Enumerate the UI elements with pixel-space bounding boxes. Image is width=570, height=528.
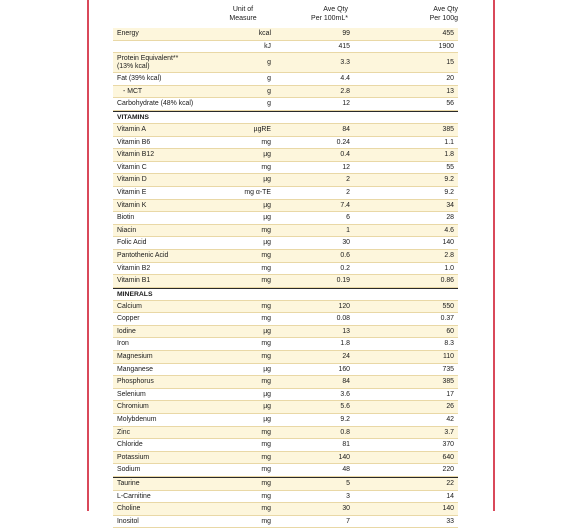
table-row bbox=[113, 53, 458, 73]
vitamins-section bbox=[113, 124, 458, 288]
per-100g-cell: 42 bbox=[446, 416, 454, 424]
table-row bbox=[113, 364, 458, 377]
unit-cell: mg α-TE bbox=[244, 188, 271, 196]
nutrient-name: Potassium bbox=[117, 453, 150, 461]
table-row bbox=[113, 516, 458, 528]
unit-cell: mg bbox=[261, 492, 271, 500]
unit-cell: mg bbox=[261, 163, 271, 171]
table-row bbox=[113, 263, 458, 276]
per-100g-cell: 15 bbox=[446, 59, 454, 67]
nutrient-name: Calcium bbox=[117, 302, 142, 310]
per-100ml-cell: 81 bbox=[342, 441, 350, 449]
nutrient-name: Vitamin C bbox=[117, 163, 147, 171]
unit-cell: mg bbox=[261, 453, 271, 461]
unit-cell: kJ bbox=[264, 42, 271, 50]
nutrient-name: Chromium bbox=[117, 403, 149, 411]
nutrient-name-line2: (13% kcal) bbox=[117, 62, 150, 70]
table-row bbox=[113, 149, 458, 162]
header-a-line2: Per 100mL* bbox=[311, 14, 348, 22]
per-100g-cell: 22 bbox=[446, 480, 454, 487]
nutrient-name: Inositol bbox=[117, 517, 139, 525]
unit-cell: µg bbox=[263, 365, 271, 373]
unit-cell: mg bbox=[261, 441, 271, 449]
others-section bbox=[113, 477, 458, 528]
per-100ml-cell: 12 bbox=[342, 100, 350, 108]
per-100g-cell: 34 bbox=[446, 201, 454, 209]
table-row bbox=[113, 162, 458, 175]
vitamins-heading: VITAMINS bbox=[113, 111, 458, 124]
table-row bbox=[113, 73, 458, 86]
unit-cell: µgRE bbox=[253, 125, 271, 133]
nutrient-name: Vitamin B12 bbox=[117, 151, 155, 159]
nutrient-name: Energy bbox=[117, 30, 139, 37]
header-unit-line1: Unit of bbox=[232, 6, 254, 13]
per-100ml-cell: 84 bbox=[342, 125, 350, 133]
nutrient-name: Vitamin K bbox=[117, 201, 147, 209]
per-100g-cell: 385 bbox=[442, 378, 454, 386]
nutrient-name: Vitamin A bbox=[117, 125, 146, 133]
table-row bbox=[113, 225, 458, 238]
per-100g-cell: 4.6 bbox=[444, 226, 454, 234]
per-100g-cell: 1.8 bbox=[444, 151, 454, 159]
header-per-100ml bbox=[278, 6, 348, 23]
header-b-line1: Ave Qty bbox=[433, 6, 458, 13]
per-100ml-cell: 5.6 bbox=[340, 403, 350, 411]
nutrient-name: Copper bbox=[117, 315, 140, 323]
unit-cell: mg bbox=[261, 466, 271, 474]
nutrient-name: L-Carnitine bbox=[117, 492, 151, 500]
table-row bbox=[113, 478, 458, 491]
table-row bbox=[113, 275, 458, 288]
unit-cell: µg bbox=[263, 416, 271, 424]
nutrient-name: Sodium bbox=[117, 466, 141, 474]
per-100g-cell: 735 bbox=[442, 365, 454, 373]
per-100g-cell: 28 bbox=[446, 214, 454, 222]
table-row bbox=[113, 124, 458, 137]
unit-cell: µg bbox=[263, 239, 271, 247]
per-100g-cell: 8.3 bbox=[444, 340, 454, 348]
table-row bbox=[113, 503, 458, 516]
per-100ml-cell: 3.6 bbox=[340, 390, 350, 398]
table-row bbox=[113, 313, 458, 326]
per-100g-cell: 0.86 bbox=[440, 277, 454, 285]
unit-cell: g bbox=[267, 75, 271, 83]
table-row bbox=[113, 98, 458, 111]
nutrient-name-line1: Protein Equivalent** bbox=[117, 55, 179, 63]
per-100g-cell: 55 bbox=[446, 163, 454, 171]
table-row bbox=[113, 338, 458, 351]
unit-cell: mg bbox=[261, 226, 271, 234]
per-100ml-cell: 0.19 bbox=[336, 277, 350, 285]
per-100ml-cell: 99 bbox=[342, 30, 350, 37]
nutrient-name: Selenium bbox=[117, 390, 146, 398]
table-row bbox=[113, 301, 458, 314]
nutrient-name bbox=[117, 53, 178, 70]
per-100ml-cell: 7 bbox=[346, 517, 350, 525]
per-100ml-cell: 7.4 bbox=[340, 201, 350, 209]
nutrient-name: Choline bbox=[117, 505, 141, 513]
table-header bbox=[113, 6, 458, 28]
unit-cell: mg bbox=[261, 505, 271, 513]
per-100ml-cell: 0.6 bbox=[340, 251, 350, 259]
table-row bbox=[113, 187, 458, 200]
per-100ml-cell: 2 bbox=[346, 188, 350, 196]
per-100ml-cell: 3 bbox=[346, 492, 350, 500]
per-100ml-cell: 30 bbox=[342, 505, 350, 513]
unit-cell: µg bbox=[263, 151, 271, 159]
table-row bbox=[113, 439, 458, 452]
per-100ml-cell: 0.4 bbox=[340, 151, 350, 159]
header-a-line1: Ave Qty bbox=[323, 6, 348, 13]
unit-cell: mg bbox=[261, 428, 271, 436]
minerals-section bbox=[113, 301, 458, 477]
nutrient-name: Pantothenic Acid bbox=[117, 251, 169, 259]
unit-cell: mg bbox=[261, 138, 271, 146]
per-100g-cell: 60 bbox=[446, 327, 454, 335]
unit-cell: µg bbox=[263, 201, 271, 209]
unit-cell: mg bbox=[261, 251, 271, 259]
nutrient-name: Taurine bbox=[117, 480, 140, 487]
unit-cell: kcal bbox=[258, 30, 271, 37]
unit-cell: mg bbox=[261, 315, 271, 323]
header-unit-line2: Measure bbox=[229, 14, 257, 22]
nutrient-name: Vitamin B2 bbox=[117, 264, 151, 272]
table-row bbox=[113, 351, 458, 364]
per-100g-cell: 3.7 bbox=[444, 428, 454, 436]
per-100g-cell: 1.1 bbox=[444, 138, 454, 146]
header-unit bbox=[213, 6, 273, 23]
table-row bbox=[113, 401, 458, 414]
table-row bbox=[113, 237, 458, 250]
per-100g-cell: 1900 bbox=[438, 42, 454, 50]
table-row bbox=[113, 464, 458, 477]
per-100ml-cell: 1.8 bbox=[340, 340, 350, 348]
per-100ml-cell: 0.24 bbox=[336, 138, 350, 146]
per-100g-cell: 220 bbox=[442, 466, 454, 474]
table-row bbox=[113, 200, 458, 213]
table-row bbox=[113, 137, 458, 150]
unit-cell: mg bbox=[261, 353, 271, 361]
per-100g-cell: 385 bbox=[442, 125, 454, 133]
table-row bbox=[113, 427, 458, 440]
unit-cell: mg bbox=[261, 340, 271, 348]
per-100g-cell: 26 bbox=[446, 403, 454, 411]
header-b-line2: Per 100g bbox=[429, 14, 458, 22]
nutrient-name: Biotin bbox=[117, 214, 135, 222]
table-row bbox=[113, 41, 458, 54]
table-row bbox=[113, 174, 458, 187]
per-100g-cell: 140 bbox=[442, 505, 454, 513]
nutrient-name: - MCT bbox=[123, 87, 143, 95]
per-100ml-cell: 2.8 bbox=[340, 87, 350, 95]
per-100g-cell: 33 bbox=[446, 517, 454, 525]
per-100ml-cell: 3.3 bbox=[340, 59, 350, 67]
unit-cell: g bbox=[267, 87, 271, 95]
nutrition-table bbox=[113, 6, 458, 528]
per-100g-cell: 13 bbox=[446, 87, 454, 95]
table-row bbox=[113, 250, 458, 263]
minerals-heading: MINERALS bbox=[113, 288, 458, 301]
nutrient-name: Vitamin D bbox=[117, 176, 147, 184]
per-100ml-cell: 4.4 bbox=[340, 75, 350, 83]
header-per-100g bbox=[383, 6, 458, 23]
per-100ml-cell: 1 bbox=[346, 226, 350, 234]
nutrient-name: Zinc bbox=[117, 428, 131, 436]
per-100ml-cell: 12 bbox=[342, 163, 350, 171]
unit-cell: mg bbox=[261, 378, 271, 386]
unit-cell: µg bbox=[263, 390, 271, 398]
table-row bbox=[113, 326, 458, 339]
per-100ml-cell: 5 bbox=[346, 480, 350, 487]
table-row bbox=[113, 452, 458, 465]
nutrient-name: Chloride bbox=[117, 441, 143, 449]
per-100g-cell: 455 bbox=[442, 30, 454, 37]
per-100ml-cell: 140 bbox=[338, 453, 350, 461]
nutrient-name: Folic Acid bbox=[117, 239, 147, 247]
per-100ml-cell: 415 bbox=[338, 42, 350, 50]
unit-cell: µg bbox=[263, 327, 271, 335]
unit-cell: mg bbox=[261, 517, 271, 525]
nutrient-name: Fat (39% kcal) bbox=[117, 75, 162, 83]
per-100ml-cell: 48 bbox=[342, 466, 350, 474]
per-100ml-cell: 0.08 bbox=[336, 315, 350, 323]
per-100g-cell: 17 bbox=[446, 390, 454, 398]
per-100ml-cell: 2 bbox=[346, 176, 350, 184]
per-100ml-cell: 13 bbox=[342, 327, 350, 335]
nutrient-name: Magnesium bbox=[117, 353, 153, 361]
table-row bbox=[113, 389, 458, 402]
per-100g-cell: 2.8 bbox=[444, 251, 454, 259]
nutrient-name: Vitamin B6 bbox=[117, 138, 151, 146]
unit-cell: mg bbox=[261, 264, 271, 272]
per-100ml-cell: 0.2 bbox=[340, 264, 350, 272]
nutrient-name: Carbohydrate (48% kcal) bbox=[117, 100, 194, 108]
per-100ml-cell: 84 bbox=[342, 378, 350, 386]
nutrient-name: Manganese bbox=[117, 365, 154, 373]
per-100g-cell: 140 bbox=[442, 239, 454, 247]
per-100g-cell: 14 bbox=[446, 492, 454, 500]
per-100g-cell: 370 bbox=[442, 441, 454, 449]
nutrient-name: Molybdenum bbox=[117, 416, 157, 424]
per-100ml-cell: 24 bbox=[342, 353, 350, 361]
per-100ml-cell: 6 bbox=[346, 214, 350, 222]
per-100g-cell: 110 bbox=[443, 353, 454, 361]
per-100ml-cell: 160 bbox=[338, 365, 350, 373]
unit-cell: µg bbox=[263, 403, 271, 411]
per-100g-cell: 9.2 bbox=[444, 176, 454, 184]
unit-cell: g bbox=[267, 100, 271, 108]
table-row bbox=[113, 491, 458, 504]
per-100g-cell: 56 bbox=[446, 100, 454, 108]
per-100g-cell: 20 bbox=[446, 75, 454, 83]
per-100ml-cell: 0.8 bbox=[340, 428, 350, 436]
unit-cell: mg bbox=[261, 302, 271, 310]
unit-cell: µg bbox=[263, 176, 271, 184]
table-row bbox=[113, 86, 458, 99]
per-100ml-cell: 9.2 bbox=[340, 416, 350, 424]
table-row bbox=[113, 28, 458, 41]
nutrient-name: Phosphorus bbox=[117, 378, 154, 386]
per-100ml-cell: 120 bbox=[338, 302, 350, 310]
nutrient-name: Vitamin B1 bbox=[117, 277, 151, 285]
unit-cell: g bbox=[267, 59, 271, 67]
nutrient-name: Vitamin E bbox=[117, 188, 147, 196]
per-100g-cell: 550 bbox=[442, 302, 454, 310]
per-100g-cell: 640 bbox=[442, 453, 454, 461]
table-row bbox=[113, 212, 458, 225]
nutrient-name: Iodine bbox=[117, 327, 136, 335]
per-100g-cell: 1.0 bbox=[444, 264, 454, 272]
unit-cell: mg bbox=[261, 480, 271, 487]
per-100g-cell: 0.37 bbox=[440, 315, 454, 323]
unit-cell: µg bbox=[263, 214, 271, 222]
per-100g-cell: 9.2 bbox=[444, 188, 454, 196]
nutrient-name: Iron bbox=[117, 340, 129, 348]
unit-cell: mg bbox=[261, 277, 271, 285]
energy-section bbox=[113, 28, 458, 111]
table-row bbox=[113, 414, 458, 427]
table-row bbox=[113, 376, 458, 389]
nutrient-name: Niacin bbox=[117, 226, 137, 234]
per-100ml-cell: 30 bbox=[342, 239, 350, 247]
